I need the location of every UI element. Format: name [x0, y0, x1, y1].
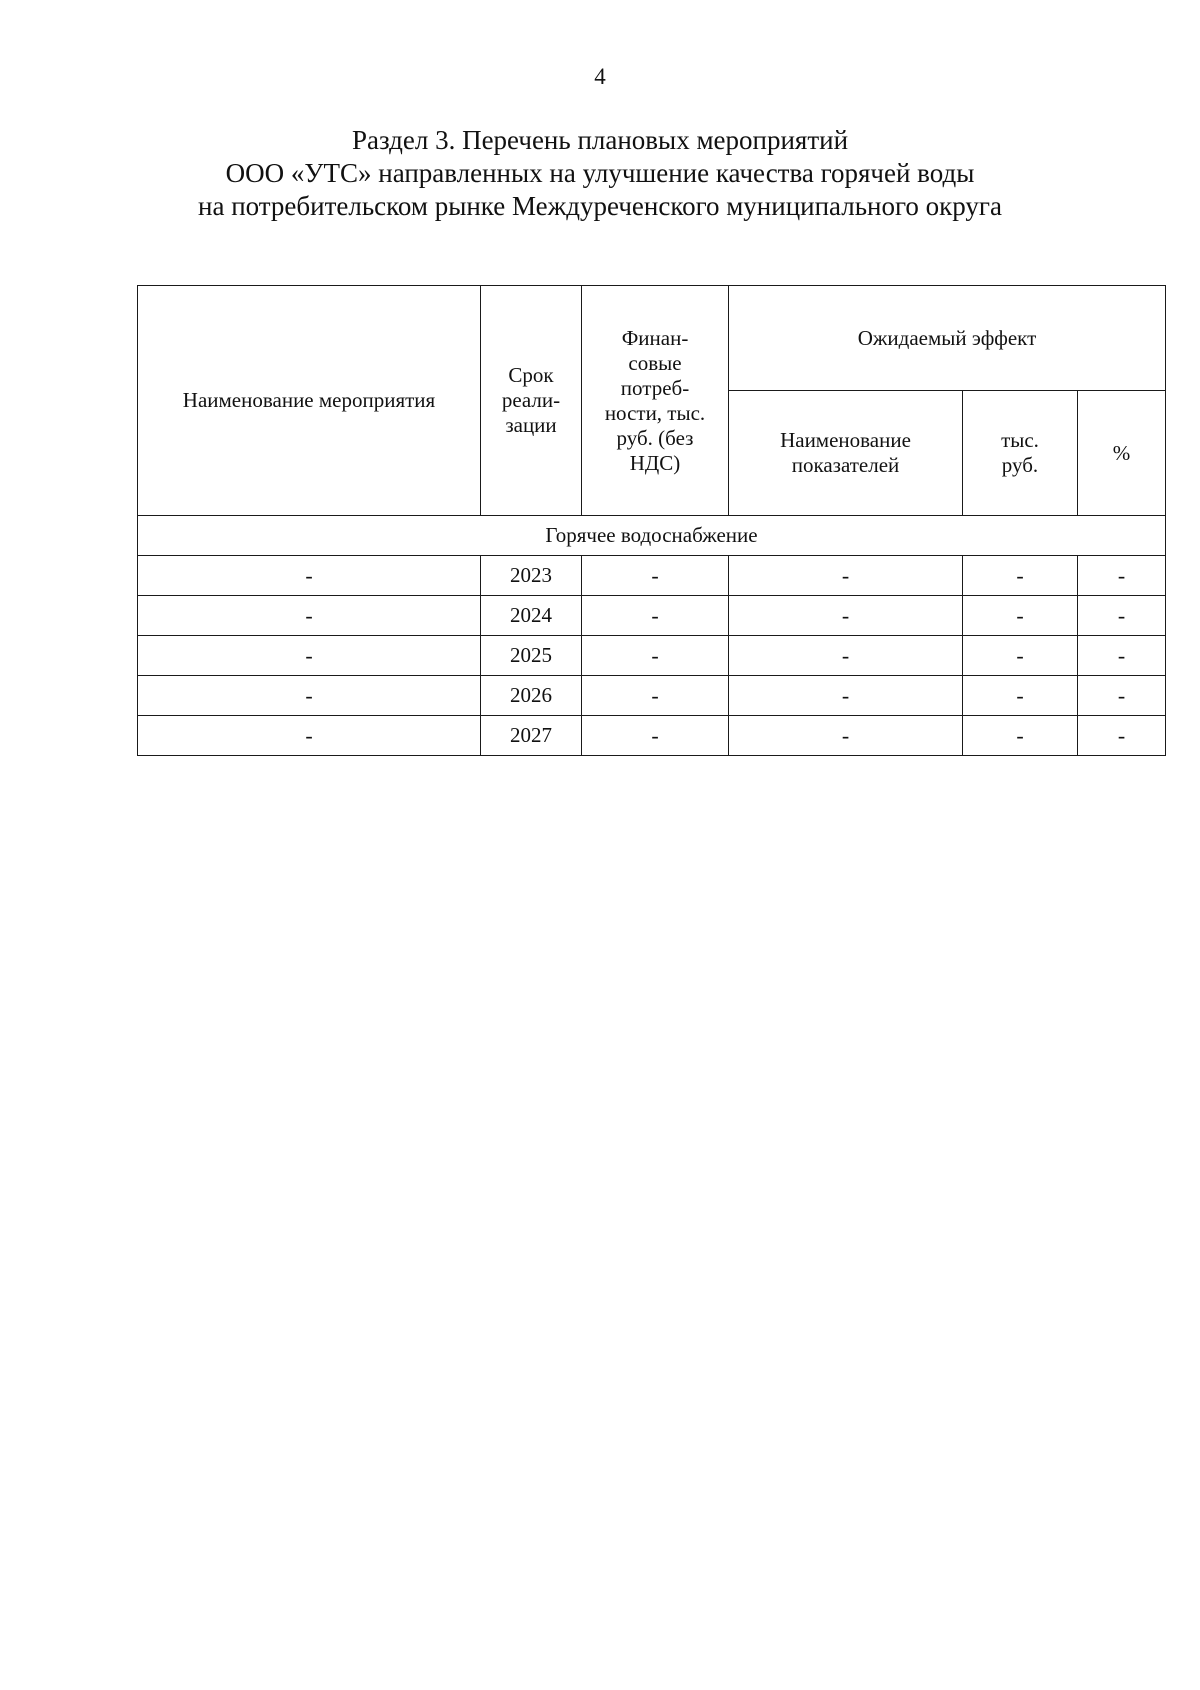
title-line-1: Раздел 3. Перечень плановых мероприятий: [351, 125, 849, 155]
table-header-row: [138, 286, 1166, 391]
cell-percent: -: [1078, 676, 1166, 716]
header-activity-name: Наименование мероприятия: [138, 286, 481, 516]
title-line-2: ООО «УТС» направленных на улучшение качества горячей воды: [225, 158, 975, 188]
activities-table: [137, 285, 1166, 756]
cell-finance: -: [582, 676, 729, 716]
header-effect-indicators: Наименование показателей: [729, 391, 963, 516]
cell-year: 2023: [481, 556, 582, 596]
cell-year: 2025: [481, 636, 582, 676]
cell-activity-name: -: [138, 676, 481, 716]
cell-year: 2027: [481, 716, 582, 756]
header-expected-effect: Ожидаемый эффект: [729, 286, 1166, 391]
cell-finance: -: [582, 716, 729, 756]
cell-thousand-rub: -: [963, 556, 1078, 596]
table-row: [138, 636, 1166, 676]
cell-activity-name: -: [138, 556, 481, 596]
header-effect-percent: %: [1078, 391, 1166, 516]
header-finance: Финан- совые потреб- ности, тыс. руб. (без НДС): [582, 286, 729, 516]
header-effect-thousand-rub: тыс. руб.: [963, 391, 1078, 516]
cell-indicators: -: [729, 556, 963, 596]
cell-percent: -: [1078, 716, 1166, 756]
title-line-3: на потребительском рынке Междуреченского муниципального округа: [198, 191, 1002, 221]
cell-thousand-rub: -: [963, 596, 1078, 636]
cell-indicators: -: [729, 636, 963, 676]
cell-indicators: -: [729, 596, 963, 636]
table-row: [138, 556, 1166, 596]
cell-indicators: -: [729, 676, 963, 716]
document-title: [60, 124, 1140, 223]
cell-activity-name: -: [138, 596, 481, 636]
cell-thousand-rub: -: [963, 636, 1078, 676]
cell-activity-name: -: [138, 636, 481, 676]
cell-percent: -: [1078, 636, 1166, 676]
cell-thousand-rub: -: [963, 716, 1078, 756]
cell-indicators: -: [729, 716, 963, 756]
header-term: Срок реали- зации: [481, 286, 582, 516]
cell-year: 2026: [481, 676, 582, 716]
table-row: [138, 676, 1166, 716]
cell-percent: -: [1078, 596, 1166, 636]
cell-thousand-rub: -: [963, 676, 1078, 716]
section-label: Горячее водоснабжение: [138, 516, 1166, 556]
table-row: [138, 596, 1166, 636]
section-row: [138, 516, 1166, 556]
cell-percent: -: [1078, 556, 1166, 596]
cell-finance: -: [582, 596, 729, 636]
cell-finance: -: [582, 556, 729, 596]
cell-year: 2024: [481, 596, 582, 636]
cell-finance: -: [582, 636, 729, 676]
page-number: 4: [594, 64, 606, 89]
table-row: [138, 716, 1166, 756]
cell-activity-name: -: [138, 716, 481, 756]
